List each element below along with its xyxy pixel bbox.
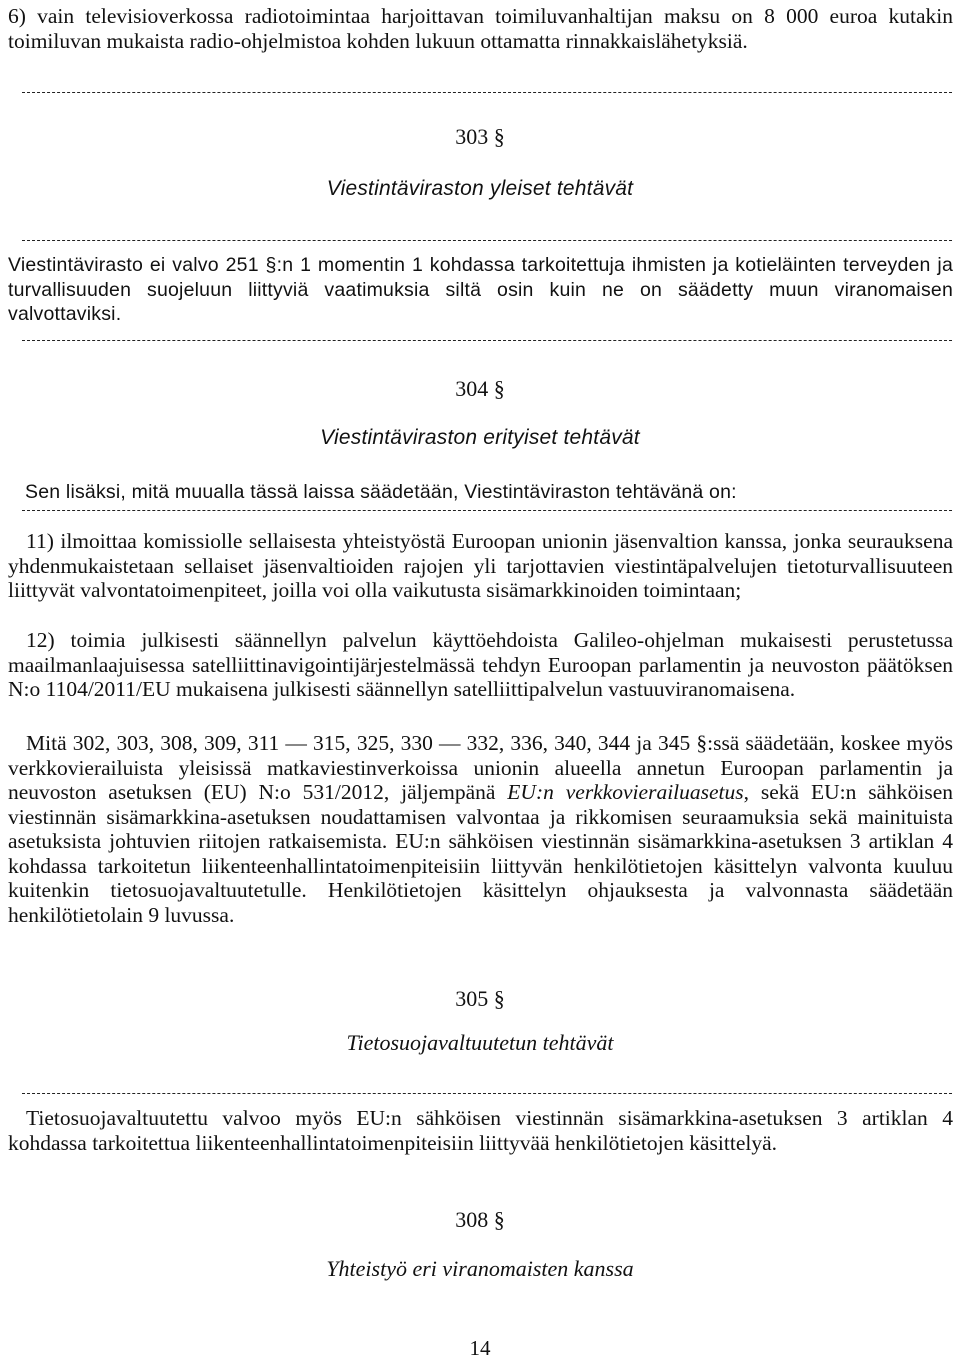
section-305-title: Tietosuojavaltuutetun tehtävät [346, 1030, 614, 1055]
section-305-number: 305 § [455, 986, 505, 1011]
section-303-number: 303 § [455, 124, 505, 149]
omission-line [22, 240, 952, 241]
section-304-title: Viestintäviraston erityiset tehtävät [320, 426, 640, 449]
section-305-text: Tietosuojavaltuutettu valvoo myös EU:n sähköisen viestinnän sisämarkkina-asetuksen 3 artiklan 4 kohdassa tarkoitettua liikenteenhallintatoimenpiteisiin liittyvää henkilötietojen käsittelyä. [8, 1106, 953, 1155]
section-304-paragraph [8, 731, 953, 927]
paragraph-text-end: , sekä EU:n sähköisen viestinnän sisämarkkina-asetuksen noudattamisen valvontaa ja rikkomisen seuraamuksia sekä mainituista asetuksista johtuvien riitojen ratkaisemista. EU:n sähköisen viestinnän sisämarkkina-asetuksen 3 artiklan 4 kohdassa tarkoitetun liikenteenhallintatoimenpiteisiin liittyvän henkilötietojen käsittelyn valvonta kuuluu kuitenkin tietosuojavaltuutetulle. Henkilötietojen käsittelyn ohjauksesta ja valvonnasta säädetään henkilötietolain 9 luvussa. [8, 780, 953, 927]
list-item-11: 11) ilmoittaa komissiolle sellaisesta yhteistyöstä Euroopan unionin jäsenvaltion kanssa, jonka seurauksena yhdenmukaistetaan sellaiset jäsenvaltioiden rajojen yli tarjottavien viestintäpalvelujen tietoturvallisuuteen liittyvät valvontatoimenpiteet, joilla voi olla vaikutusta sisämarkkinoiden toimintaan; [8, 529, 953, 602]
section-308-number: 308 § [455, 1207, 505, 1232]
section-304-intro: Sen lisäksi, mitä muualla tässä laissa säädetään, Viestintäviraston tehtävänä on: [25, 481, 737, 503]
defined-term: EU:n verkkovierailuasetus [507, 780, 744, 804]
omission-line [22, 1093, 952, 1094]
list-item-12: 12) toimia julkisesti säännellyn palvelun käyttöehdoista Galileo-ohjelman mukaisesti perustetussa maailmanlaajuisessa satelliittinavigointijärjestelmässä tehdyn Euroopan parlamentin ja neuvoston päätöksen N:o 1104/2011/EU mukaisena julkisesti säännellyn satelliittipalvelun vastuuviranomaisena. [8, 628, 953, 701]
omission-line [22, 92, 952, 93]
section-303-text: Viestintävirasto ei valvo 251 §:n 1 momentin 1 kohdassa tarkoitettuja ihmisten ja kotieläinten terveyden ja turvallisuuden suojeluun liittyviä vaatimuksia siltä osin kuin ne on säädetty muun viranomaisen valvottaviksi. [8, 254, 953, 325]
paragraph-text-start: Mitä 302, 303, 308, 309, 311 — 315, 325, 330 — 332, 336, 340, 344 ja 345 §:ssä säädetään, koskee myös verkkovierailuista yleisissä matkaviestinverkoissa unionin alueella annetun Euroopan parlamentin ja neuvoston asetuksen (EU) N:o 531/2012, jäljempänä [8, 731, 953, 804]
paragraph-item-6: 6) vain televisioverkossa radiotoimintaa harjoittavan toimiluvanhaltijan maksu on 8 000 euroa kutakin toimiluvan mukaista radio-ohjelmistoa kohden lukuun ottamatta rinnakkaislähetyksiä. [8, 4, 953, 53]
section-303-title: Viestintäviraston yleiset tehtävät [326, 177, 634, 200]
omission-line [22, 510, 952, 511]
page-number: 14 [469, 1336, 491, 1360]
section-308-title: Yhteistyö eri viranomaisten kanssa [326, 1256, 634, 1281]
omission-line [22, 340, 952, 341]
section-304-number: 304 § [455, 376, 505, 401]
